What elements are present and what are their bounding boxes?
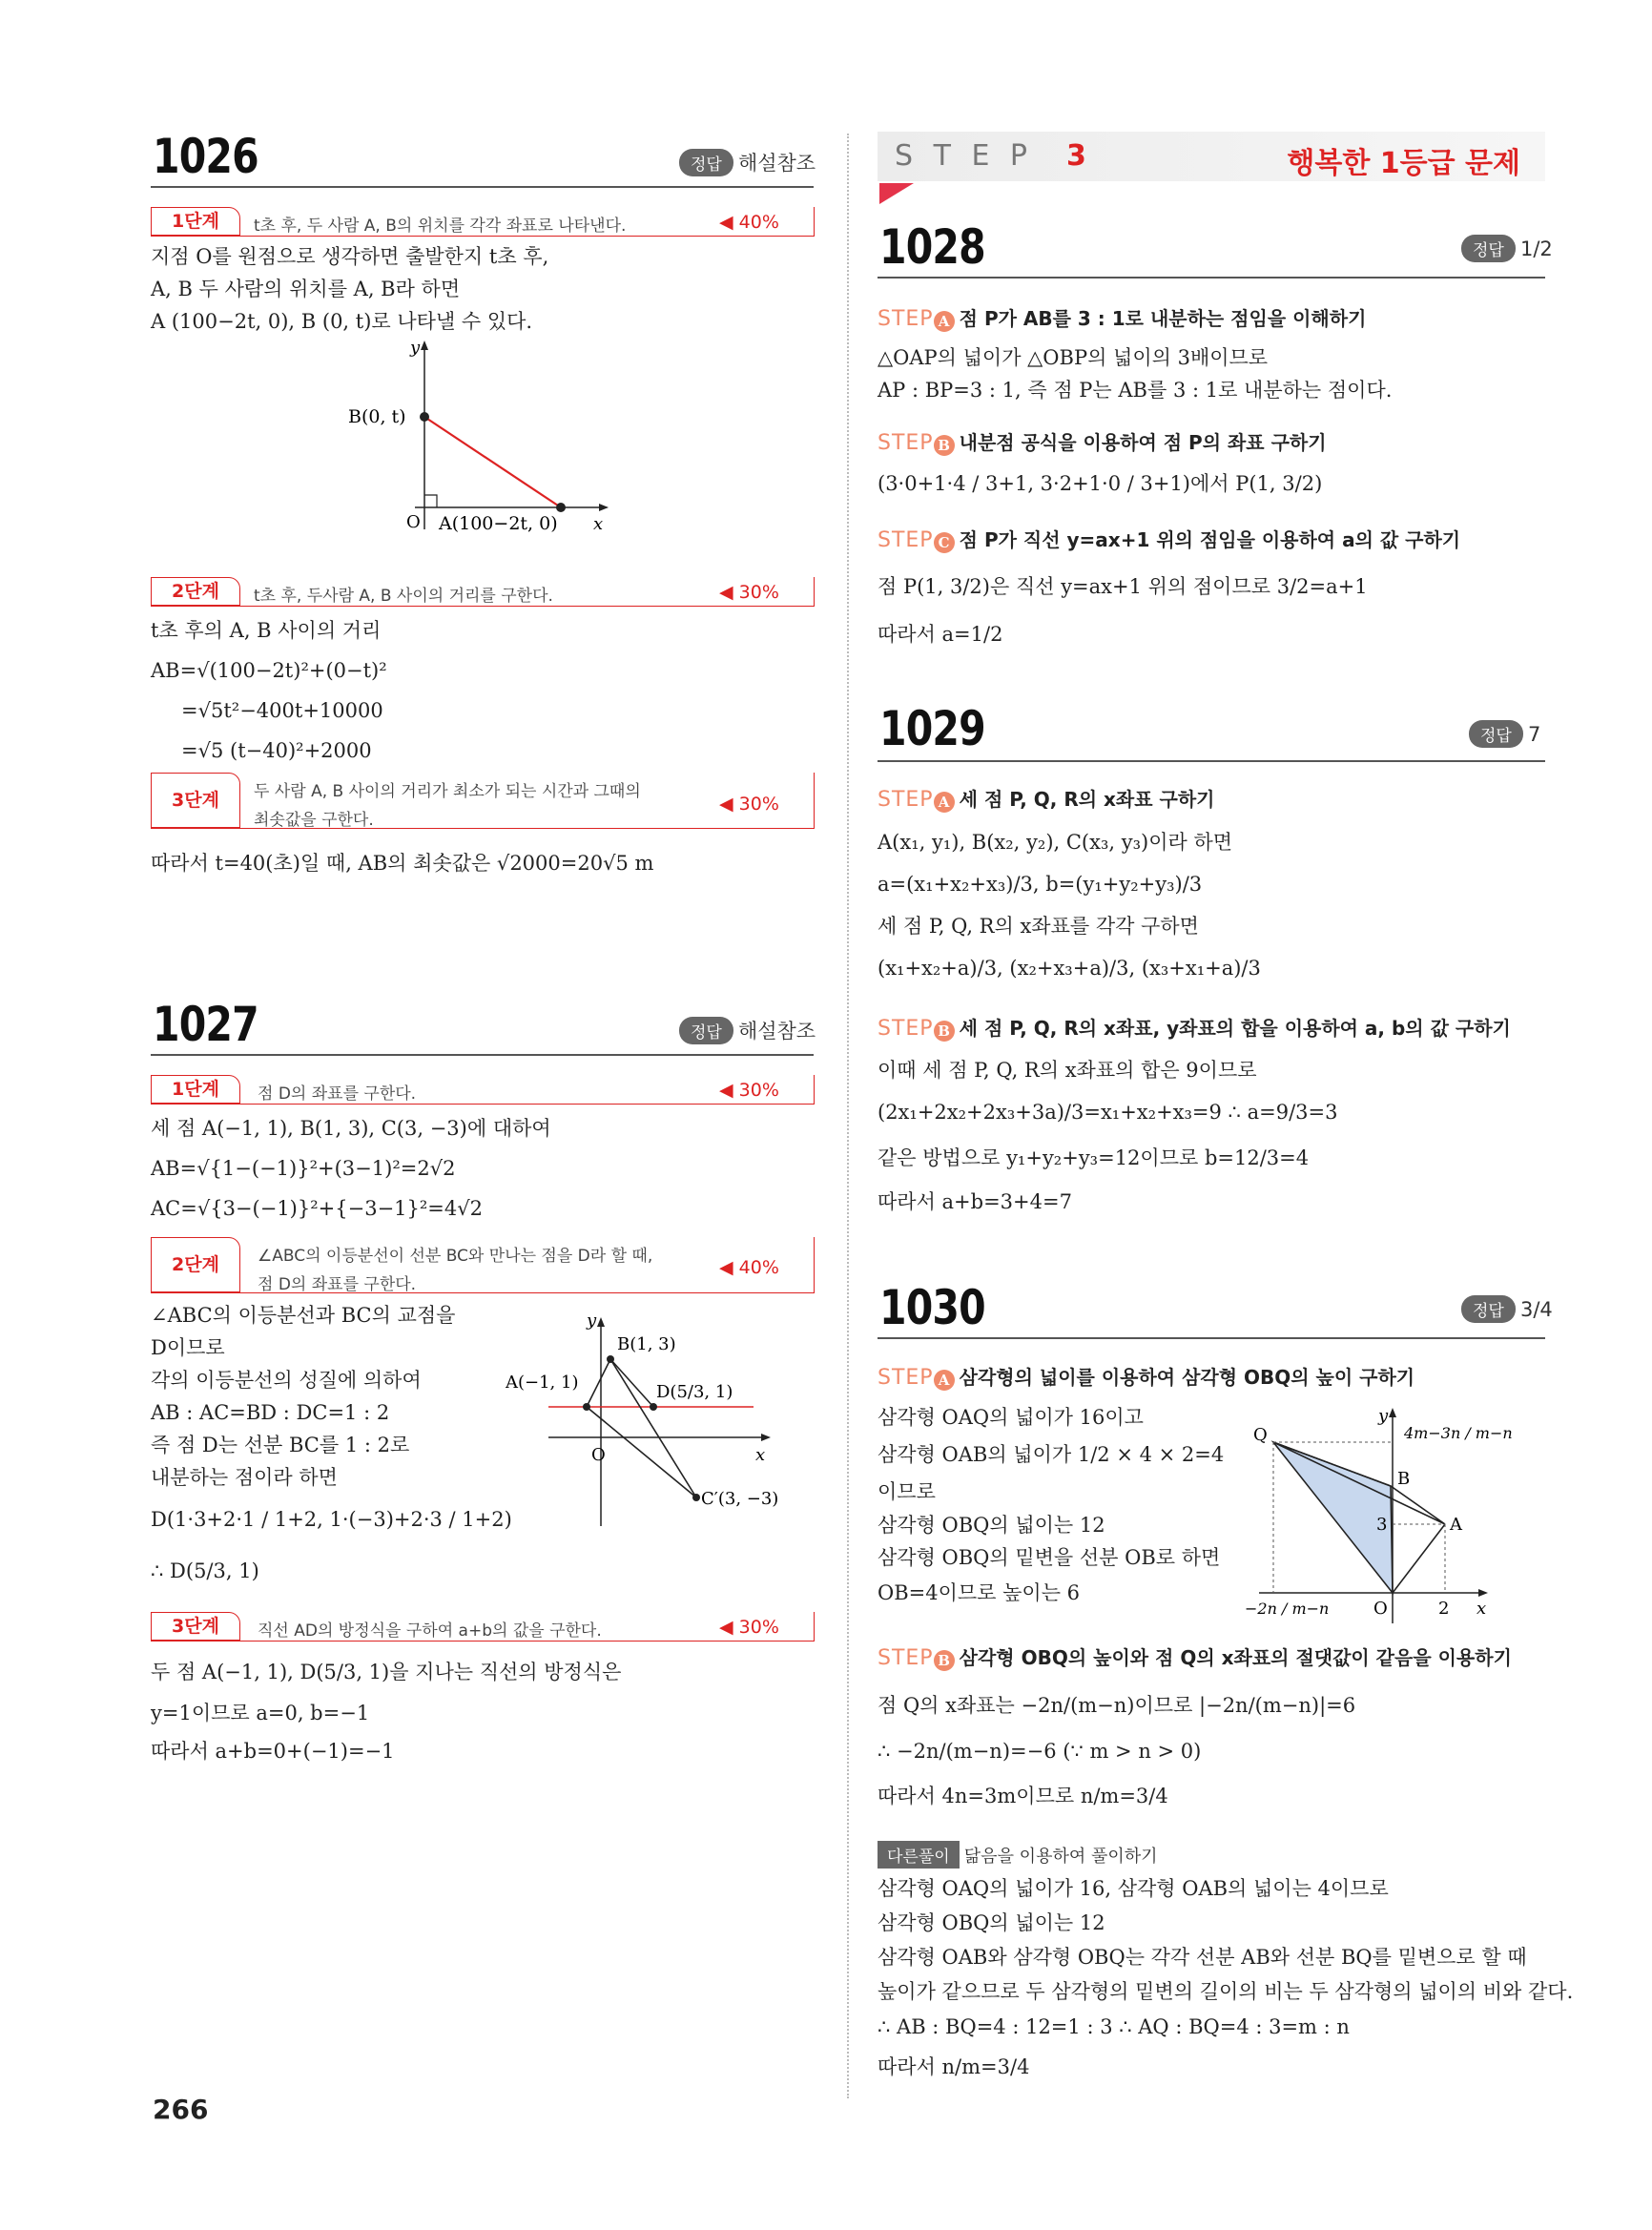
text-line: 점 Q의 x좌표는 −2n/(m−n)이므로 |−2n/(m−n)|=6 bbox=[878, 1694, 1356, 1717]
stage-text: 직선 AD의 방정식을 구하여 a+b의 값을 구한다. bbox=[258, 1621, 602, 1641]
problem-number: 1026 bbox=[153, 129, 258, 184]
step-label: STEP bbox=[878, 1646, 934, 1670]
answer-indicator bbox=[1469, 720, 1540, 748]
text-line: AB : AC=BD : DC=1 : 2 bbox=[151, 1401, 390, 1424]
text-line: =√5t²−400t+10000 bbox=[181, 699, 383, 722]
text-line: 삼각형 OBQ의 넓이는 12 bbox=[878, 1911, 1105, 1934]
solution-text bbox=[878, 341, 1392, 406]
x-label: x bbox=[593, 514, 604, 534]
origin-label: O bbox=[406, 512, 421, 532]
text-line: 따라서 a+b=3+4=7 bbox=[878, 1190, 1072, 1213]
text-line: 삼각형 OAB의 넓이가 1/2 × 4 × 2=4 bbox=[878, 1443, 1225, 1466]
text-line: ∴ AB : BQ=4 : 12=1 : 3 ∴ AQ : BQ=4 : 3=m : n bbox=[878, 2015, 1350, 2038]
step-label: S T E P bbox=[895, 139, 1034, 173]
text-line: 이므로 bbox=[878, 1480, 936, 1503]
answer-badge: 정답 bbox=[1461, 1295, 1516, 1323]
solution-text bbox=[151, 240, 548, 338]
step-letter: A bbox=[934, 1370, 955, 1391]
y-label: y bbox=[1378, 1406, 1389, 1426]
stage-percent: ◀ 40% bbox=[719, 212, 779, 233]
step-title: 삼각형의 넓이를 이용하여 삼각형 OBQ의 높이 구하기 bbox=[959, 1366, 1415, 1389]
answer-indicator bbox=[1461, 235, 1553, 262]
stage-percent: ◀ 30% bbox=[719, 1080, 779, 1101]
text-line: 삼각형 OBQ의 넓이는 12 bbox=[878, 1514, 1105, 1537]
alt-solution-title: 닮음을 이용하여 풀이하기 bbox=[963, 1847, 1158, 1867]
step-letter: A bbox=[934, 792, 955, 813]
bisector-bd bbox=[610, 1359, 653, 1407]
text-line: 따라서 a=1/2 bbox=[878, 623, 1003, 646]
step-label: STEP bbox=[878, 307, 934, 331]
text-line: A, B 두 사람의 위치를 A, B라 하면 bbox=[151, 278, 461, 300]
text-line: ∠ABC의 이등분선과 BC의 교점을 bbox=[151, 1304, 456, 1327]
y-arrow bbox=[1389, 1408, 1396, 1417]
step-heading bbox=[878, 1013, 1511, 1042]
text-line: D이므로 bbox=[151, 1336, 225, 1359]
step-title: 점 P가 AB를 3 : 1로 내분하는 점임을 이해하기 bbox=[959, 307, 1367, 330]
text-line: 점 P(1, 3/2)은 직선 y=ax+1 위의 점이므로 3/2=a+1 bbox=[878, 575, 1368, 598]
y-label: y bbox=[410, 339, 421, 358]
coordinate-graph-1027 bbox=[506, 1311, 792, 1531]
answer-value: 1/2 bbox=[1519, 237, 1553, 260]
text-line: 두 점 A(−1, 1), D(5/3, 1)을 지나는 직선의 방정식은 bbox=[151, 1661, 622, 1683]
origin-label: O bbox=[1373, 1599, 1388, 1619]
text-line: 삼각형 OAQ의 넓이가 16이고 bbox=[878, 1406, 1144, 1429]
text-line: OB=4이므로 높이는 6 bbox=[878, 1581, 1081, 1604]
segment-oa bbox=[1393, 1524, 1445, 1593]
solution-text bbox=[151, 1650, 621, 1770]
header-rule bbox=[878, 277, 1545, 279]
text-line: 지점 O를 원점으로 생각하면 출발한지 t초 후, bbox=[151, 245, 549, 268]
answer-indicator bbox=[679, 1016, 816, 1044]
q-x-label: −2n / m−n bbox=[1245, 1600, 1330, 1618]
step-heading bbox=[878, 427, 1327, 456]
answer-indicator bbox=[1461, 1295, 1553, 1323]
origin-label: O bbox=[591, 1445, 606, 1465]
a-label: A bbox=[1450, 1515, 1462, 1535]
text-line: AP : BP=3 : 1, 즉 점 P는 AB를 3 : 1로 내분하는 점이다. bbox=[878, 379, 1393, 402]
step-letter: B bbox=[934, 435, 955, 456]
alt-solution-heading bbox=[878, 1841, 1158, 1869]
text-line: AB=√{1−(−1)}²+(3−1)²=2√2 bbox=[151, 1157, 456, 1180]
text-line: △OAP의 넓이가 △OBP의 넓이의 3배이므로 bbox=[878, 346, 1269, 369]
solution-text bbox=[878, 1871, 1573, 2089]
answer-indicator bbox=[679, 148, 816, 176]
text-line: AB=√(100−2t)²+(0−t)² bbox=[151, 659, 387, 682]
step-heading bbox=[878, 303, 1366, 332]
step-title: 세 점 P, Q, R의 x좌표, y좌표의 합을 이용하여 a, b의 값 구하기 bbox=[959, 1017, 1511, 1040]
point-d bbox=[650, 1403, 657, 1411]
coordinate-graph-1030 bbox=[1240, 1402, 1545, 1636]
d-label: D(5/3, 1) bbox=[656, 1382, 733, 1402]
column-divider bbox=[847, 134, 849, 2098]
problem-number: 1028 bbox=[879, 219, 985, 275]
solution-text bbox=[878, 1683, 1355, 1818]
text-line: (x₁+x₂+a)/3, (x₂+x₃+a)/3, (x₃+x₁+a)/3 bbox=[878, 957, 1261, 980]
text-line: 따라서 4n=3m이므로 n/m=3/4 bbox=[878, 1785, 1168, 1807]
stage-text: 점 D의 좌표를 구한다. bbox=[258, 1275, 417, 1294]
triangle-abc bbox=[587, 1359, 696, 1497]
point-a bbox=[556, 503, 566, 512]
stage-percent: ◀ 40% bbox=[719, 1257, 779, 1278]
answer-value: 7 bbox=[1527, 723, 1541, 746]
step-title: 삼각형 OBQ의 높이와 점 Q의 x좌표의 절댓값이 같음을 이용하기 bbox=[959, 1646, 1512, 1669]
a-label: A(−1, 1) bbox=[506, 1373, 579, 1393]
text-line: 세 점 P, Q, R의 x좌표를 각각 구하면 bbox=[878, 915, 1199, 938]
text-line: 따라서 a+b=0+(−1)=−1 bbox=[151, 1740, 395, 1763]
step-letter: B bbox=[934, 1021, 955, 1042]
step-number: 3 bbox=[1066, 139, 1086, 173]
step-heading bbox=[878, 1642, 1512, 1671]
header-rule bbox=[878, 1337, 1545, 1339]
x-label: x bbox=[1476, 1599, 1487, 1619]
answer-value: 3/4 bbox=[1519, 1298, 1553, 1321]
text-line: (3·0+1·4 / 3+1, 3·2+1·0 / 3+1)에서 P(1, 3/2) bbox=[878, 472, 1323, 495]
point-b bbox=[607, 1355, 614, 1363]
page-number: 266 bbox=[153, 2094, 209, 2125]
text-line: 삼각형 OAB와 삼각형 OBQ는 각각 선분 AB와 선분 BQ를 밑변으로 할 때 bbox=[878, 1946, 1527, 1969]
problem-number: 1030 bbox=[879, 1280, 985, 1335]
solution-text bbox=[151, 610, 387, 771]
text-line: D(1·3+2·1 / 1+2, 1·(−3)+2·3 / 1+2) bbox=[151, 1508, 512, 1531]
answer-badge: 정답 bbox=[679, 149, 733, 176]
stage-text: 최솟값을 구한다. bbox=[254, 811, 374, 830]
text-line: 이때 세 점 P, Q, R의 x좌표의 합은 9이므로 bbox=[878, 1059, 1257, 1082]
text-line: (2x₁+2x₂+2x₃+3a)/3=x₁+x₂+x₃=9 ∴ a=9/3=3 bbox=[878, 1101, 1338, 1124]
answer-badge: 정답 bbox=[679, 1017, 733, 1044]
stage-tag: 1단계 bbox=[151, 207, 240, 236]
y-arrow bbox=[597, 1317, 605, 1327]
header-rule bbox=[151, 1054, 814, 1056]
stage-tag: 2단계 bbox=[151, 1237, 240, 1292]
text-line: 세 점 A(−1, 1), B(1, 3), C(3, −3)에 대하여 bbox=[151, 1117, 551, 1140]
text-line: 즉 점 D는 선분 BC를 1 : 2로 bbox=[151, 1434, 410, 1456]
step-header-bar bbox=[878, 132, 1545, 181]
x-arrow bbox=[599, 504, 609, 511]
header-rule bbox=[878, 760, 1545, 762]
step-title: 세 점 P, Q, R의 x좌표 구하기 bbox=[959, 788, 1215, 811]
q-label: Q bbox=[1253, 1425, 1268, 1445]
answer-value: 해설참조 bbox=[737, 152, 816, 175]
text-line: A (100−2t, 0), B (0, t)로 나타낼 수 있다. bbox=[151, 310, 533, 333]
stage-percent: ◀ 30% bbox=[719, 582, 779, 603]
stage-text: 두 사람 A, B 사이의 거리가 최소가 되는 시간과 그때의 bbox=[254, 782, 641, 801]
x-arrow bbox=[1478, 1589, 1488, 1597]
step-label: STEP bbox=[878, 1366, 934, 1390]
step-heading bbox=[878, 784, 1215, 813]
header-rule bbox=[151, 186, 814, 188]
right-angle-mark bbox=[424, 495, 437, 507]
step-letter: C bbox=[934, 532, 955, 553]
text-line: y=1이므로 a=0, b=−1 bbox=[151, 1702, 370, 1724]
step-label: STEP bbox=[878, 1017, 934, 1041]
y-arrow bbox=[421, 341, 428, 350]
text-line: 따라서 n/m=3/4 bbox=[878, 2055, 1030, 2078]
alt-solution-tag: 다른풀이 bbox=[878, 1841, 960, 1869]
stage-percent: ◀ 30% bbox=[719, 1617, 779, 1638]
text-line: a=(x₁+x₂+x₃)/3, b=(y₁+y₂+y₃)/3 bbox=[878, 873, 1203, 896]
stage-text: 점 D의 좌표를 구한다. bbox=[258, 1084, 417, 1104]
solution-text bbox=[878, 563, 1368, 658]
step-heading bbox=[878, 525, 1460, 553]
text-line: ∴ D(5/3, 1) bbox=[151, 1559, 259, 1582]
text-line: 각의 이등분선의 성질에 의하여 bbox=[151, 1369, 422, 1392]
solution-text bbox=[878, 1400, 1224, 1612]
text-line: ∴ −2n/(m−n)=−6 (∵ m > n > 0) bbox=[878, 1740, 1202, 1763]
stage-tag: 2단계 bbox=[151, 577, 240, 606]
text-line: t초 후의 A, B 사이의 거리 bbox=[151, 619, 382, 642]
text-line: 같은 방법으로 y₁+y₂+y₃=12이므로 b=12/3=4 bbox=[878, 1146, 1310, 1169]
b-label: B(1, 3) bbox=[617, 1334, 676, 1354]
stage-box bbox=[151, 1075, 815, 1105]
stage-tag: 3단계 bbox=[151, 1612, 240, 1641]
step-title: 행복한 1등급 문제 bbox=[1287, 147, 1520, 180]
tick-2-label: 2 bbox=[1438, 1599, 1450, 1619]
answer-badge: 정답 bbox=[1461, 235, 1516, 262]
stage-percent: ◀ 30% bbox=[719, 794, 779, 815]
solution-text bbox=[151, 1108, 551, 1229]
stage-text: ∠ABC의 이등분선이 선분 BC와 만나는 점을 D라 할 때, bbox=[258, 1247, 653, 1266]
step-letter: A bbox=[934, 311, 955, 332]
stage-text: t초 후, 두 사람 A, B의 위치를 각각 좌표로 나타낸다. bbox=[254, 217, 627, 236]
point-c bbox=[692, 1494, 700, 1501]
x-label: x bbox=[755, 1445, 766, 1465]
step-label: STEP bbox=[878, 431, 934, 455]
point-b bbox=[420, 412, 429, 422]
coordinate-graph-1026 bbox=[343, 339, 630, 544]
a-label: A(100−2t, 0) bbox=[439, 513, 558, 534]
text-line: AC=√{3−(−1)}²+{−3−1}²=4√2 bbox=[151, 1197, 483, 1220]
text-line: A(x₁, y₁), B(x₂, y₂), C(x₃, y₃)이라 하면 bbox=[878, 831, 1233, 854]
step-label: STEP bbox=[878, 788, 934, 812]
step-title: 점 P가 직선 y=ax+1 위의 점임을 이용하여 a의 값 구하기 bbox=[959, 528, 1461, 551]
corner-triangle bbox=[879, 183, 918, 212]
problem-number: 1027 bbox=[153, 997, 258, 1052]
text-line: 삼각형 OAQ의 넓이가 16, 삼각형 OAB의 넓이는 4이므로 bbox=[878, 1877, 1389, 1900]
x-arrow bbox=[761, 1434, 771, 1441]
step-title: 내분점 공식을 이용하여 점 P의 좌표 구하기 bbox=[959, 431, 1327, 454]
solution-text bbox=[151, 1299, 512, 1597]
stage-tag: 1단계 bbox=[151, 1075, 240, 1104]
conclusion-text: 따라서 t=40(초)일 때, AB의 최솟값은 √2000=20√5 m bbox=[151, 852, 654, 875]
step-letter: B bbox=[934, 1650, 955, 1671]
problem-number: 1029 bbox=[879, 701, 985, 756]
step-label: STEP bbox=[878, 528, 934, 552]
tick-3-label: 3 bbox=[1376, 1515, 1388, 1535]
text-line: 내분하는 점이라 하면 bbox=[151, 1466, 338, 1489]
point-a bbox=[583, 1403, 590, 1411]
segment-ab bbox=[424, 417, 561, 507]
answer-badge: 정답 bbox=[1469, 720, 1523, 748]
y-label: y bbox=[587, 1311, 597, 1331]
text-line: 삼각형 OBQ의 밑변을 선분 OB로 하면 bbox=[878, 1546, 1221, 1569]
stage-text: t초 후, 두사람 A, B 사이의 거리를 구한다. bbox=[254, 587, 553, 606]
solution-text bbox=[878, 1051, 1337, 1223]
step-heading bbox=[878, 1362, 1415, 1391]
solution-text bbox=[878, 822, 1261, 990]
q-y-label: 4m−3n / m−n bbox=[1404, 1424, 1513, 1442]
c-label: C′(3, −3) bbox=[701, 1489, 779, 1509]
text-line: 높이가 같으므로 두 삼각형의 밑변의 길이의 비는 두 삼각형의 넓이의 비와 같다. bbox=[878, 1980, 1574, 2003]
b-label: B bbox=[1397, 1469, 1411, 1489]
b-label: B(0, t) bbox=[348, 406, 406, 427]
text-line: =√5 (t−40)²+2000 bbox=[181, 739, 372, 762]
answer-value: 해설참조 bbox=[737, 1020, 816, 1043]
solution-text bbox=[878, 467, 1322, 500]
stage-tag: 3단계 bbox=[151, 773, 240, 828]
